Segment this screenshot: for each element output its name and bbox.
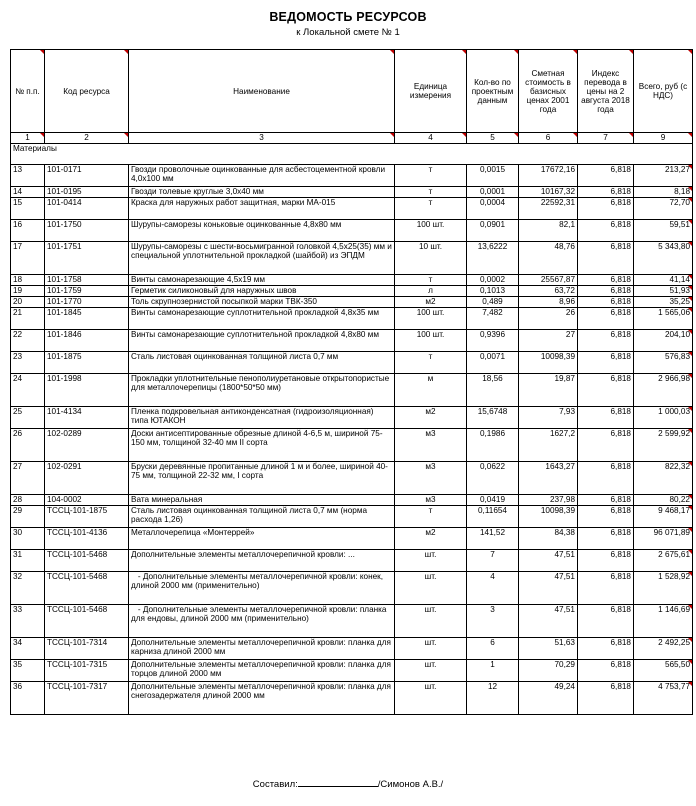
column-number: 6 <box>519 133 578 144</box>
cell-name: Герметик силиконовый для наружных швов <box>129 286 395 297</box>
table-row <box>11 330 693 352</box>
cell-total: 2 675,61 <box>634 550 693 572</box>
cell-number: 18 <box>11 275 45 286</box>
cell-name: Сталь листовая оцинкованная толщиной листа 0,7 мм <box>129 352 395 374</box>
cell-total: 41,14 <box>634 275 693 286</box>
column-number: 3 <box>129 133 395 144</box>
cell-code: ТССЦ-101-5468 <box>45 605 129 638</box>
cell-number: 24 <box>11 374 45 407</box>
cell-unit: м <box>395 374 467 407</box>
cell-number: 26 <box>11 429 45 462</box>
cell-quantity: 0,0071 <box>467 352 519 374</box>
cell-total: 96 071,89 <box>634 528 693 550</box>
signature-blank <box>298 778 378 787</box>
cell-unit: т <box>395 506 467 528</box>
cell-code: 101-4134 <box>45 407 129 429</box>
cell-index: 6,818 <box>578 638 634 660</box>
table-row <box>11 605 693 638</box>
cell-name: Краска для наружных работ защитная, марки МА-015 <box>129 198 395 220</box>
cell-number: 21 <box>11 308 45 330</box>
cell-quantity: 0,0015 <box>467 165 519 187</box>
cell-total: 565,50 <box>634 660 693 682</box>
cell-quantity: 3 <box>467 605 519 638</box>
table-row <box>11 297 693 308</box>
cell-number: 23 <box>11 352 45 374</box>
cell-name: Дополнительные элементы металлочерепичной кровли: планка для торцов длиной 2000 мм <box>129 660 395 682</box>
cell-base-price: 10098,39 <box>519 506 578 528</box>
cell-name: Винты самонарезающие суплотнительной прокладкой 4,8х35 мм <box>129 308 395 330</box>
section-row <box>11 144 693 165</box>
column-number: 7 <box>578 133 634 144</box>
cell-code: 101-1758 <box>45 275 129 286</box>
header-row <box>11 50 693 133</box>
column-number: 1 <box>11 133 45 144</box>
cell-unit: шт. <box>395 572 467 605</box>
cell-code: 101-1998 <box>45 374 129 407</box>
cell-number: 16 <box>11 220 45 242</box>
cell-code: 104-0002 <box>45 495 129 506</box>
cell-total: 5 343,80 <box>634 242 693 275</box>
table-row <box>11 495 693 506</box>
table-row <box>11 308 693 330</box>
cell-base-price: 47,51 <box>519 605 578 638</box>
cell-index: 6,818 <box>578 275 634 286</box>
header-total: Всего, руб (с НДС) <box>634 50 693 133</box>
table-row <box>11 187 693 198</box>
resources-table <box>10 49 693 715</box>
cell-base-price: 27 <box>519 330 578 352</box>
cell-quantity: 0,489 <box>467 297 519 308</box>
cell-unit: м3 <box>395 495 467 506</box>
cell-total: 576,83 <box>634 352 693 374</box>
cell-total: 2 599,92 <box>634 429 693 462</box>
column-number: 9 <box>634 133 693 144</box>
cell-index: 6,818 <box>578 550 634 572</box>
cell-base-price: 7,93 <box>519 407 578 429</box>
table-row <box>11 506 693 528</box>
cell-quantity: 1 <box>467 660 519 682</box>
section-title: Материалы <box>11 144 693 165</box>
column-number: 5 <box>467 133 519 144</box>
cell-code: 101-0414 <box>45 198 129 220</box>
cell-name: Бруски деревянные пропитанные длиной 1 м и более, шириной 40-75 мм, толщиной 22-32 мм, I сорта <box>129 462 395 495</box>
cell-name: Гвозди толевые круглые 3,0х40 мм <box>129 187 395 198</box>
cell-number: 29 <box>11 506 45 528</box>
cell-code: 102-0289 <box>45 429 129 462</box>
cell-base-price: 10098,39 <box>519 352 578 374</box>
table-row <box>11 165 693 187</box>
cell-base-price: 8,96 <box>519 297 578 308</box>
cell-code: 101-1846 <box>45 330 129 352</box>
cell-name: Гвозди проволочные оцинкованные для асбестоцементной кровли 4,0х100 мм <box>129 165 395 187</box>
cell-base-price: 70,29 <box>519 660 578 682</box>
table-row <box>11 352 693 374</box>
header-base-price: Сметная стоимость в базисных ценах 2001 года <box>519 50 578 133</box>
cell-quantity: 0,0002 <box>467 275 519 286</box>
cell-base-price: 47,51 <box>519 550 578 572</box>
cell-index: 6,818 <box>578 495 634 506</box>
table-row <box>11 242 693 275</box>
cell-number: 36 <box>11 682 45 715</box>
cell-quantity: 0,0004 <box>467 198 519 220</box>
cell-number: 13 <box>11 165 45 187</box>
cell-code: 101-1751 <box>45 242 129 275</box>
cell-total: 1 000,03 <box>634 407 693 429</box>
cell-quantity: 0,1013 <box>467 286 519 297</box>
cell-unit: т <box>395 275 467 286</box>
cell-total: 51,93 <box>634 286 693 297</box>
cell-total: 4 753,77 <box>634 682 693 715</box>
cell-number: 15 <box>11 198 45 220</box>
cell-base-price: 237,98 <box>519 495 578 506</box>
cell-number: 25 <box>11 407 45 429</box>
cell-unit: м2 <box>395 407 467 429</box>
cell-quantity: 0,1986 <box>467 429 519 462</box>
cell-number: 27 <box>11 462 45 495</box>
cell-base-price: 19,87 <box>519 374 578 407</box>
cell-name: Пленка подкровельная антиконденсатная (гидроизоляционная) типа ЮТАКОН <box>129 407 395 429</box>
cell-index: 6,818 <box>578 572 634 605</box>
cell-name: Шурупы-саморезы коньковые оцинкованные 4,8х80 мм <box>129 220 395 242</box>
cell-base-price: 17672,16 <box>519 165 578 187</box>
cell-index: 6,818 <box>578 352 634 374</box>
cell-total: 35,25 <box>634 297 693 308</box>
cell-total: 80,22 <box>634 495 693 506</box>
cell-index: 6,818 <box>578 286 634 297</box>
cell-total: 204,10 <box>634 330 693 352</box>
cell-unit: 100 шт. <box>395 220 467 242</box>
cell-base-price: 1627,2 <box>519 429 578 462</box>
cell-unit: м2 <box>395 528 467 550</box>
cell-base-price: 47,51 <box>519 572 578 605</box>
cell-quantity: 0,11654 <box>467 506 519 528</box>
cell-unit: т <box>395 165 467 187</box>
table-row <box>11 429 693 462</box>
cell-unit: м3 <box>395 429 467 462</box>
cell-number: 14 <box>11 187 45 198</box>
cell-unit: 100 шт. <box>395 308 467 330</box>
table-row <box>11 275 693 286</box>
header-name: Наименование <box>129 50 395 133</box>
cell-base-price: 22592,31 <box>519 198 578 220</box>
cell-index: 6,818 <box>578 297 634 308</box>
cell-quantity: 0,9396 <box>467 330 519 352</box>
cell-code: ТССЦ-101-7315 <box>45 660 129 682</box>
cell-index: 6,818 <box>578 605 634 638</box>
cell-name: Винты самонарезающие 4,5х19 мм <box>129 275 395 286</box>
cell-total: 72,70 <box>634 198 693 220</box>
cell-index: 6,818 <box>578 198 634 220</box>
cell-total: 59,51 <box>634 220 693 242</box>
table-row <box>11 528 693 550</box>
cell-quantity: 141,52 <box>467 528 519 550</box>
table-row <box>11 550 693 572</box>
table-row <box>11 660 693 682</box>
cell-unit: л <box>395 286 467 297</box>
cell-index: 6,818 <box>578 187 634 198</box>
cell-base-price: 63,72 <box>519 286 578 297</box>
cell-total: 1 565,06 <box>634 308 693 330</box>
cell-total: 1 146,69 <box>634 605 693 638</box>
table-row <box>11 638 693 660</box>
cell-code: ТССЦ-101-5468 <box>45 572 129 605</box>
cell-unit: шт. <box>395 550 467 572</box>
cell-quantity: 7,482 <box>467 308 519 330</box>
cell-code: ТССЦ-101-5468 <box>45 550 129 572</box>
cell-base-price: 48,76 <box>519 242 578 275</box>
cell-code: 101-0195 <box>45 187 129 198</box>
signature-name: /Симонов А.В./ <box>377 779 444 790</box>
cell-unit: т <box>395 187 467 198</box>
cell-unit: т <box>395 352 467 374</box>
cell-total: 9 468,17 <box>634 506 693 528</box>
cell-name: Винты самонарезающие суплотнительной прокладкой 4,8х80 мм <box>129 330 395 352</box>
signature-prefix: Составил: <box>252 779 298 790</box>
signature-line <box>0 778 696 790</box>
cell-name: Сталь листовая оцинкованная толщиной листа 0,7 мм (норма расхода 1,26) <box>129 506 395 528</box>
cell-number: 17 <box>11 242 45 275</box>
cell-number: 22 <box>11 330 45 352</box>
cell-code: ТССЦ-101-7314 <box>45 638 129 660</box>
cell-code: 101-0171 <box>45 165 129 187</box>
header-unit: Единица измерения <box>395 50 467 133</box>
cell-base-price: 1643,27 <box>519 462 578 495</box>
cell-unit: шт. <box>395 660 467 682</box>
table-row <box>11 198 693 220</box>
table-row <box>11 374 693 407</box>
cell-quantity: 15,6748 <box>467 407 519 429</box>
cell-number: 31 <box>11 550 45 572</box>
cell-index: 6,818 <box>578 462 634 495</box>
cell-total: 8,18 <box>634 187 693 198</box>
cell-name: Дополнительные элементы металлочерепичной кровли: планка для карниза длиной 2000 мм <box>129 638 395 660</box>
cell-code: ТССЦ-101-1875 <box>45 506 129 528</box>
table-body <box>11 144 693 715</box>
cell-unit: шт. <box>395 605 467 638</box>
cell-quantity: 0,0001 <box>467 187 519 198</box>
cell-index: 6,818 <box>578 429 634 462</box>
cell-code: ТССЦ-101-7317 <box>45 682 129 715</box>
cell-quantity: 13,6222 <box>467 242 519 275</box>
cell-number: 32 <box>11 572 45 605</box>
cell-base-price: 49,24 <box>519 682 578 715</box>
table-row <box>11 407 693 429</box>
cell-unit: 100 шт. <box>395 330 467 352</box>
table-row <box>11 462 693 495</box>
cell-total: 822,32 <box>634 462 693 495</box>
cell-code: ТССЦ-101-4136 <box>45 528 129 550</box>
cell-unit: т <box>395 198 467 220</box>
cell-base-price: 26 <box>519 308 578 330</box>
cell-base-price: 51,63 <box>519 638 578 660</box>
cell-index: 6,818 <box>578 528 634 550</box>
cell-base-price: 25567,87 <box>519 275 578 286</box>
cell-number: 19 <box>11 286 45 297</box>
cell-code: 101-1770 <box>45 297 129 308</box>
cell-index: 6,818 <box>578 308 634 330</box>
cell-index: 6,818 <box>578 242 634 275</box>
cell-base-price: 84,38 <box>519 528 578 550</box>
column-number-row <box>11 133 693 144</box>
cell-name: Прокладки уплотнительные пенополиуретановые открытопористые для металлочерепицы (1800*50*50 мм) <box>129 374 395 407</box>
cell-index: 6,818 <box>578 330 634 352</box>
cell-index: 6,818 <box>578 374 634 407</box>
cell-total: 1 528,92 <box>634 572 693 605</box>
cell-name: Толь скрупнозернистой посыпкой марки ТВК-350 <box>129 297 395 308</box>
cell-code: 101-1759 <box>45 286 129 297</box>
table-row <box>11 572 693 605</box>
cell-name: Дополнительные элементы металлочерепичной кровли: планка для снегозадержателя длиной 2000 мм <box>129 682 395 715</box>
cell-name: Металлочерепица «Монтеррей» <box>129 528 395 550</box>
cell-index: 6,818 <box>578 165 634 187</box>
document-subtitle: к Локальной смете № 1 <box>296 27 400 38</box>
cell-index: 6,818 <box>578 220 634 242</box>
cell-base-price: 10167,32 <box>519 187 578 198</box>
cell-number: 20 <box>11 297 45 308</box>
cell-number: 28 <box>11 495 45 506</box>
header-index: Индекс перевода в цены на 2 августа 2018 года <box>578 50 634 133</box>
cell-name: Дополнительные элементы металлочерепичной кровли: ... <box>129 550 395 572</box>
header-quantity: Кол-во по проектным данным <box>467 50 519 133</box>
cell-code: 101-1875 <box>45 352 129 374</box>
cell-name: Шурупы-саморезы с шести-восьмигранной головкой 4,5х25(35) мм и специальной уплотнительной прокладкой (шайбой) из ЭПДМ <box>129 242 395 275</box>
cell-quantity: 4 <box>467 572 519 605</box>
cell-quantity: 12 <box>467 682 519 715</box>
cell-index: 6,818 <box>578 682 634 715</box>
cell-index: 6,818 <box>578 660 634 682</box>
document-title: ВЕДОМОСТЬ РЕСУРСОВ <box>269 10 427 24</box>
table-row <box>11 286 693 297</box>
cell-base-price: 82,1 <box>519 220 578 242</box>
cell-index: 6,818 <box>578 407 634 429</box>
table-row <box>11 682 693 715</box>
cell-total: 213,27 <box>634 165 693 187</box>
cell-unit: шт. <box>395 682 467 715</box>
cell-index: 6,818 <box>578 506 634 528</box>
cell-unit: 10 шт. <box>395 242 467 275</box>
cell-number: 30 <box>11 528 45 550</box>
cell-name: Доски антисептированные обрезные длиной 4-6,5 м, шириной 75-150 мм, толщиной 32-40 мм II сорта <box>129 429 395 462</box>
column-number: 2 <box>45 133 129 144</box>
cell-code: 102-0291 <box>45 462 129 495</box>
cell-code: 101-1750 <box>45 220 129 242</box>
cell-unit: м2 <box>395 297 467 308</box>
header-number: № п.п. <box>11 50 45 133</box>
cell-number: 33 <box>11 605 45 638</box>
cell-name: Вата минеральная <box>129 495 395 506</box>
cell-quantity: 0,0622 <box>467 462 519 495</box>
cell-quantity: 18,56 <box>467 374 519 407</box>
cell-name: - Дополнительные элементы металлочерепичной кровли: планка для ендовы, длиной 2000 мм (применительно) <box>129 605 395 638</box>
cell-total: 2 966,98 <box>634 374 693 407</box>
column-number: 4 <box>395 133 467 144</box>
cell-code: 101-1845 <box>45 308 129 330</box>
cell-quantity: 0,0901 <box>467 220 519 242</box>
cell-unit: м3 <box>395 462 467 495</box>
cell-quantity: 6 <box>467 638 519 660</box>
cell-unit: шт. <box>395 638 467 660</box>
header-code: Код ресурса <box>45 50 129 133</box>
cell-total: 2 492,25 <box>634 638 693 660</box>
cell-name: - Дополнительные элементы металлочерепичной кровли: конек, длиной 2000 мм (применительно) <box>129 572 395 605</box>
cell-number: 34 <box>11 638 45 660</box>
table-row <box>11 220 693 242</box>
cell-number: 35 <box>11 660 45 682</box>
cell-quantity: 0,0419 <box>467 495 519 506</box>
cell-quantity: 7 <box>467 550 519 572</box>
